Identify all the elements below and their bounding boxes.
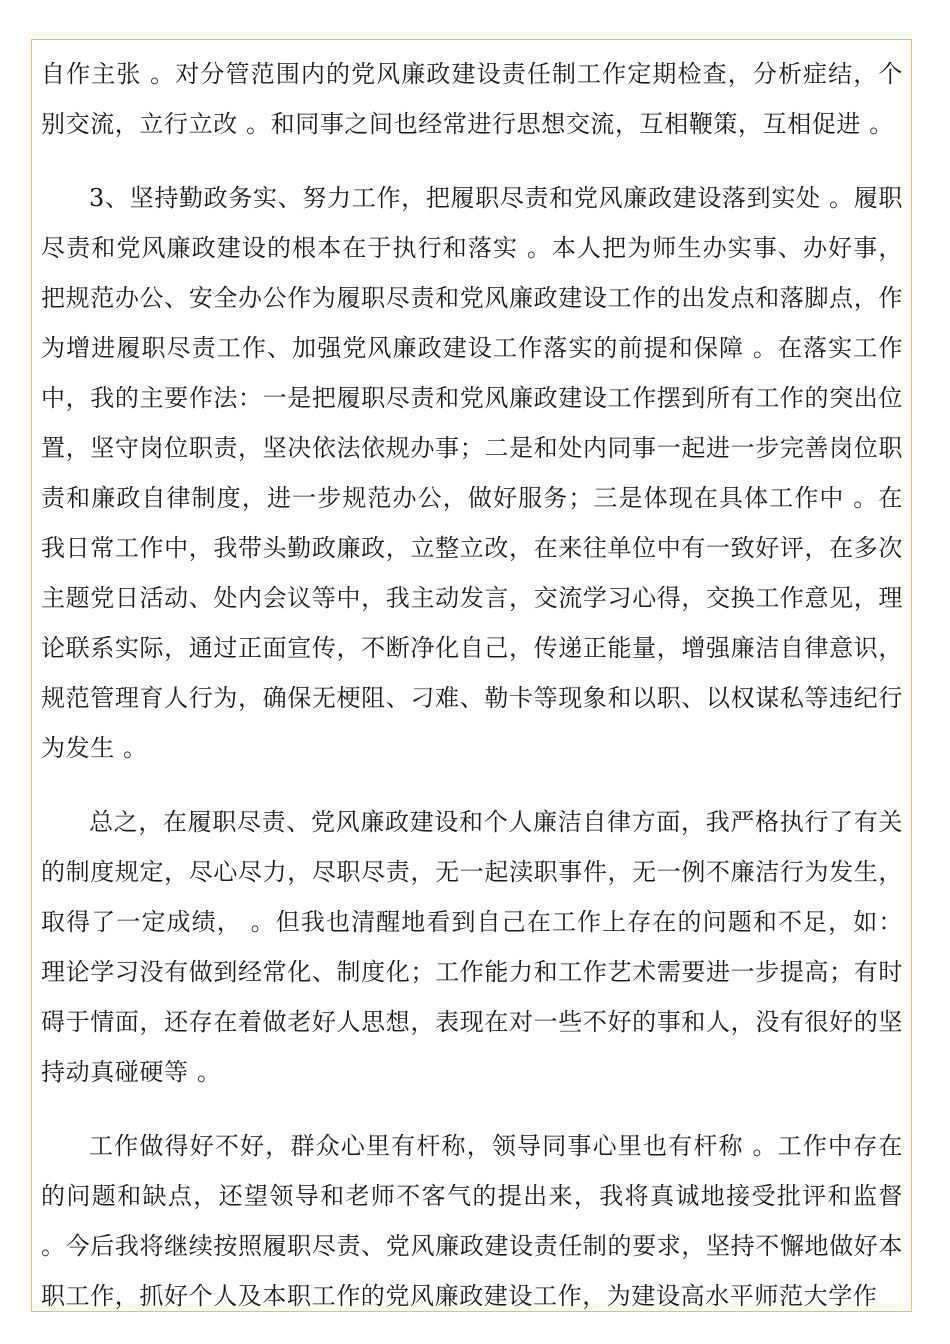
paragraph-diligent-work: 3、坚持勤政务实、努力工作，把履职尽责和党风廉政建设落到实处 。履职尽责和党风廉政建设的根本在于执行和落实 。本人把为师生办实事、办好事，把规范办公、安全办公作为履职尽责和党风廉政建设工作的出发点和落脚点，作为增进履职尽责工作、加强党风廉政建设工作落实的前提和保障 。在落实工作中，我的主要作法：一是把履职尽责和党风廉政建设工作摆到所有工作的突出位置，坚守岗位职责，坚决依法依规办事；二是和处内同事一起进一步完善岗位职责和廉政自律制度，进一步规范办公，做好服务；三是体现在具体工作中 。在我日常工作中，我带头勤政廉政，立整立改，在来往单位中有一致好评，在多次主题党日活动、处内会议等中，我主动发言，交流学习心得，交换工作意见，理论联系实际，通过正面宣传，不断净化自己，传递正能量，增强廉洁自律意识，规范管理育人行为，确保无梗阻、刁难、勒卡等现象和以职、以权谋私等违纪行为发生 。 — [41, 184, 903, 762]
paragraph-continued: 自作主张 。对分管范围内的党风廉政建设责任制工作定期检查，分析症结，个别交流，立行立改 。和同事之间也经常进行思想交流，互相鞭策，互相促进 。 — [41, 60, 903, 138]
paragraph-summary: 总之，在履职尽责、党风廉政建设和个人廉洁自律方面，我严格执行了有关的制度规定，尽心尽力，尽职尽责，无一起渎职事件，无一例不廉洁行为发生，取得了一定成绩， 。但我也清醒地看到自己在工作上存在的问题和不足，如：理论学习没有做到经常化、制度化；工作能力和工作艺术需要进一步提高；有时碍于情面，还存在着做老好人思想，表现在对一些不好的事和人，没有很好的坚持动真碰硬等 。 — [41, 808, 903, 1086]
page-frame — [31, 39, 912, 1312]
document-body — [41, 49, 903, 1312]
paragraph-closing: 工作做得好不好，群众心里有杆称，领导同事心里也有杆称 。工作中存在的问题和缺点，还望领导和老师不客气的提出来，我将真诚地接受批评和监督 。今后我将继续按照履职尽责、党风廉政建设责任制的要求，坚持不懈地做好本职工作，抓好个人及本职工作的党风廉政建设工作，为建设高水平师范大学作 — [41, 1132, 903, 1310]
